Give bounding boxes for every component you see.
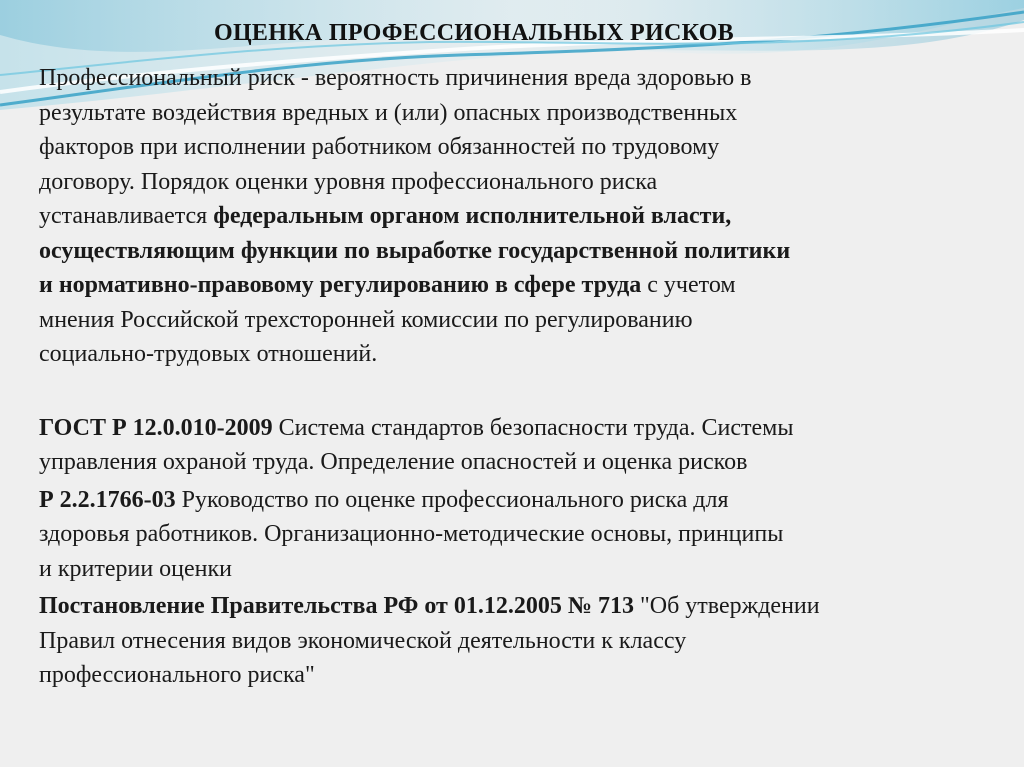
reference-text: и критерии оценки	[39, 555, 233, 582]
intro-line: с учетом	[647, 272, 736, 298]
reference-text: "Об утверждении	[639, 593, 820, 619]
intro-line: договору. Порядок оценки уровня профессионального риска	[39, 168, 658, 195]
reference-code: Постановление Правительства РФ от 01.12.2005 № 713	[39, 593, 634, 619]
intro-line: мнения Российской трехсторонней комиссии по регулированию	[39, 306, 693, 333]
reference-text: профессионального риска"	[39, 662, 315, 688]
intro-emphasis: федеральным органом исполнительной власти,	[213, 203, 732, 229]
reference-code: ГОСТ Р 12.0.010-2009	[39, 414, 273, 441]
reference-resolution	[39, 589, 1019, 693]
reference-gost	[39, 411, 1019, 480]
intro-emphasis: осуществляющим функции по выработке государственной политики	[39, 237, 791, 264]
intro-line: результате воздействия вредных и (или) опасных производственных	[39, 99, 738, 126]
intro-paragraph	[39, 61, 1019, 372]
reference-text: Правил отнесения видов экономической деятельности к классу	[39, 627, 687, 654]
intro-line: устанавливается	[39, 203, 208, 229]
slide-body	[39, 61, 1019, 696]
reference-text: Руководство по оценке профессионального риска для	[181, 486, 729, 513]
intro-line: факторов при исполнении работником обязанностей по трудовому	[39, 134, 720, 160]
reference-text: здоровья работников. Организационно-методические основы, принципы	[39, 521, 784, 547]
reference-guide	[39, 483, 1019, 587]
slide-title: ОЦЕНКА ПРОФЕССИОНАЛЬНЫХ РИСКОВ	[214, 20, 734, 46]
reference-code: Р 2.2.1766-03	[39, 486, 176, 513]
intro-line: Профессиональный риск - вероятность причинения вреда здоровью в	[39, 65, 752, 91]
reference-text: Система стандартов безопасности труда. Системы	[278, 414, 794, 441]
intro-emphasis: и нормативно-правовому регулированию в сфере труда	[39, 272, 642, 298]
reference-text: управления охраной труда. Определение опасностей и оценка рисков	[39, 449, 748, 475]
intro-line: социально-трудовых отношений.	[39, 341, 378, 367]
